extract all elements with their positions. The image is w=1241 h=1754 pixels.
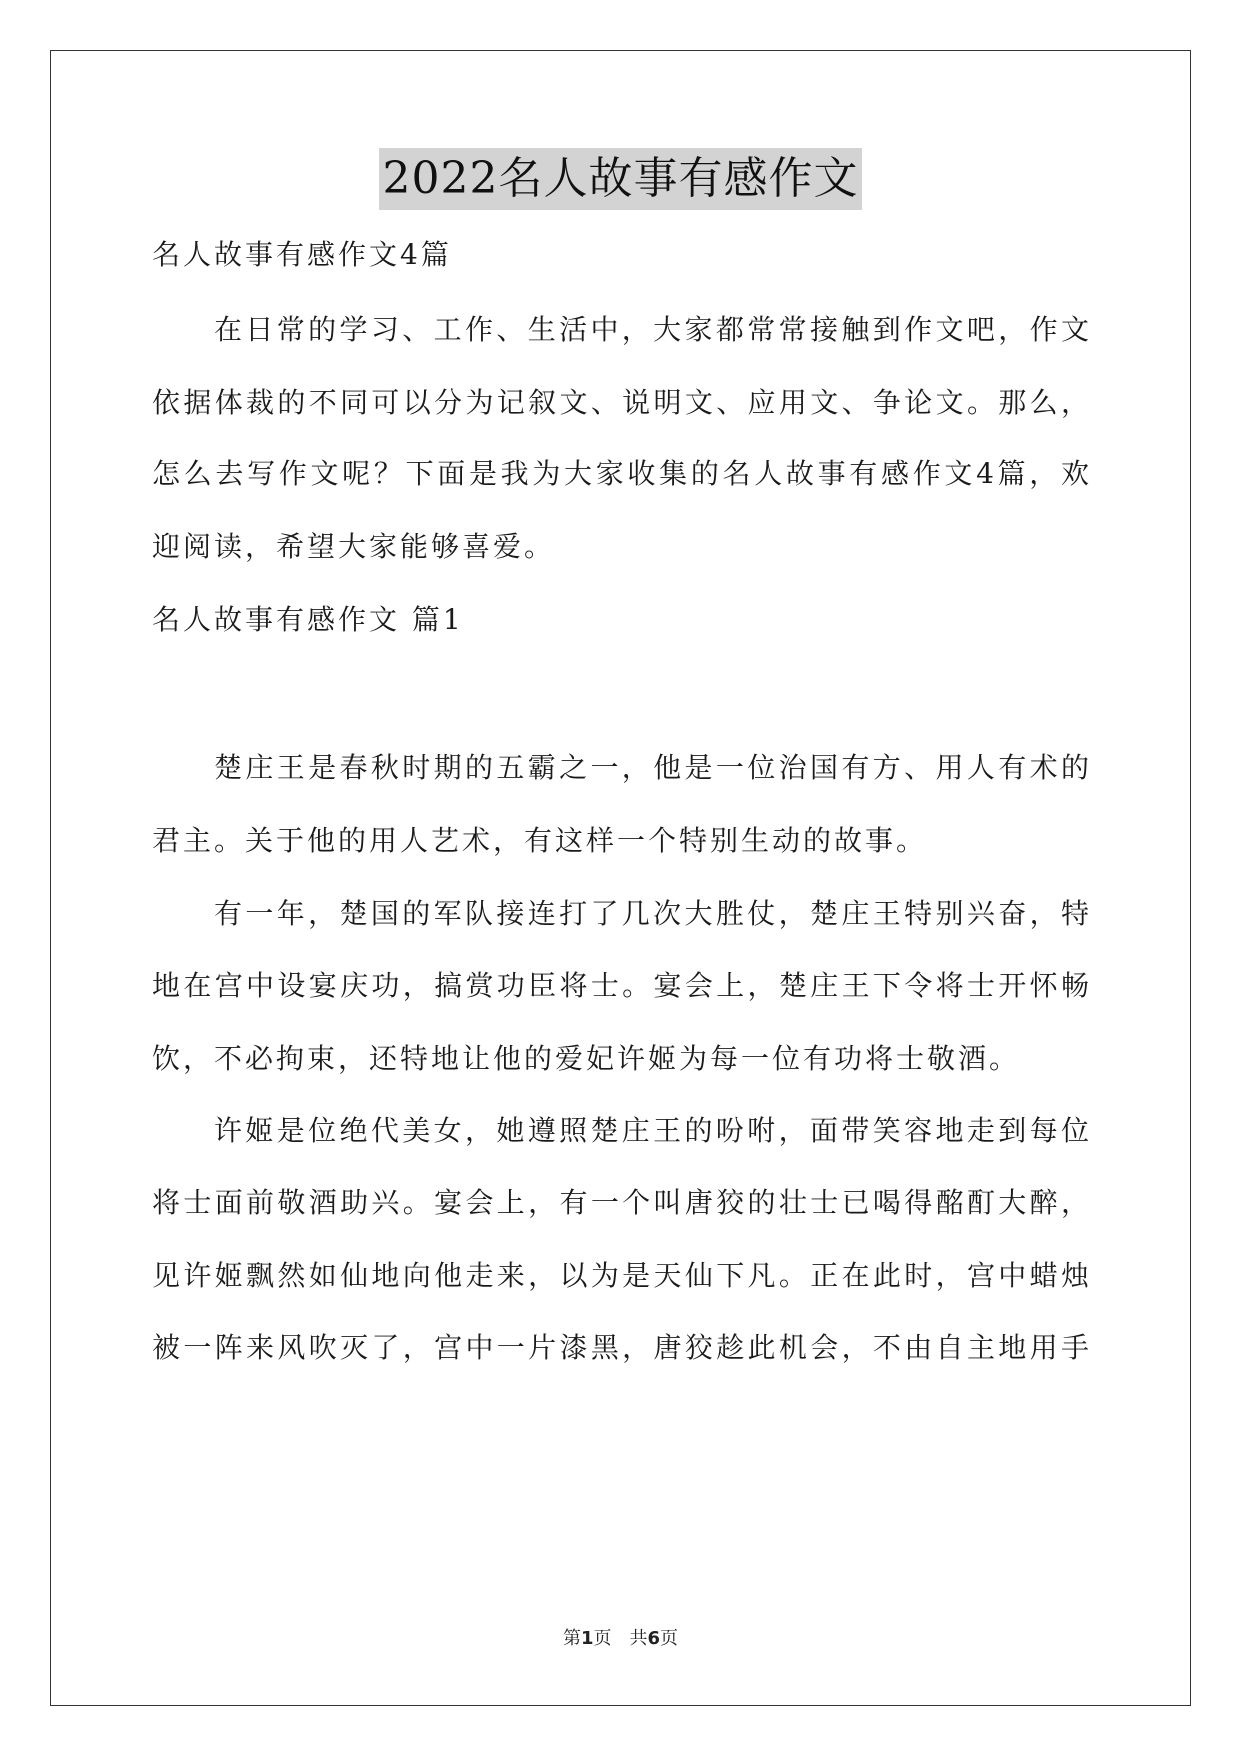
document-title: 2022名人故事有感作文	[379, 148, 863, 210]
paragraph-line: 许姬是位绝代美女，她遵照楚庄王的吩咐，面带笑容地走到每位	[214, 1114, 1092, 1147]
title-container	[0, 148, 1241, 210]
paragraph-line: 将士面前敬酒助兴。宴会上，有一个叫唐狡的壮士已喝得酩酊大醉，	[152, 1186, 1092, 1219]
paragraph-line: 依据体裁的不同可以分为记叙文、说明文、应用文、争论文。那么，	[152, 386, 1092, 419]
footer-mid: 页 共	[593, 1628, 648, 1649]
paragraph-line: 在日常的学习、工作、生活中，大家都常常接触到作文吧，作文	[214, 313, 1092, 346]
subtitle-line: 名人故事有感作文4篇	[152, 238, 452, 271]
page-total-number: 6	[647, 1628, 661, 1649]
paragraph-line: 君主。关于他的用人艺术，有这样一个特别生动的故事。	[152, 824, 928, 857]
paragraph-line: 饮，不必拘束，还特地让他的爱妃许姬为每一位有功将士敬酒。	[152, 1042, 1021, 1075]
paragraph-line: 见许姬飘然如仙地向他走来，以为是天仙下凡。正在此时，宫中蜡烛	[152, 1259, 1092, 1292]
paragraph-line: 楚庄王是春秋时期的五霸之一，他是一位治国有方、用人有术的	[214, 751, 1092, 784]
page-footer	[0, 1627, 1241, 1651]
paragraph-line: 地在宫中设宴庆功，搞赏功臣将士。宴会上，楚庄王下令将士开怀畅	[152, 969, 1092, 1002]
page-border	[50, 50, 1191, 1706]
paragraph-line: 迎阅读，希望大家能够喜爱。	[152, 530, 556, 563]
paragraph-line: 有一年，楚国的军队接连打了几次大胜仗，楚庄王特别兴奋，特	[214, 897, 1092, 930]
footer-suffix: 页	[660, 1628, 679, 1649]
paragraph-line: 被一阵来风吹灭了，宫中一片漆黑，唐狡趁此机会，不由自主地用手	[152, 1331, 1092, 1364]
paragraph-line: 怎么去写作文呢？下面是我为大家收集的名人故事有感作文4篇，欢	[152, 457, 1092, 490]
section-heading: 名人故事有感作文 篇1	[152, 603, 464, 636]
page-current-number: 1	[580, 1628, 594, 1649]
footer-prefix: 第	[562, 1628, 581, 1649]
